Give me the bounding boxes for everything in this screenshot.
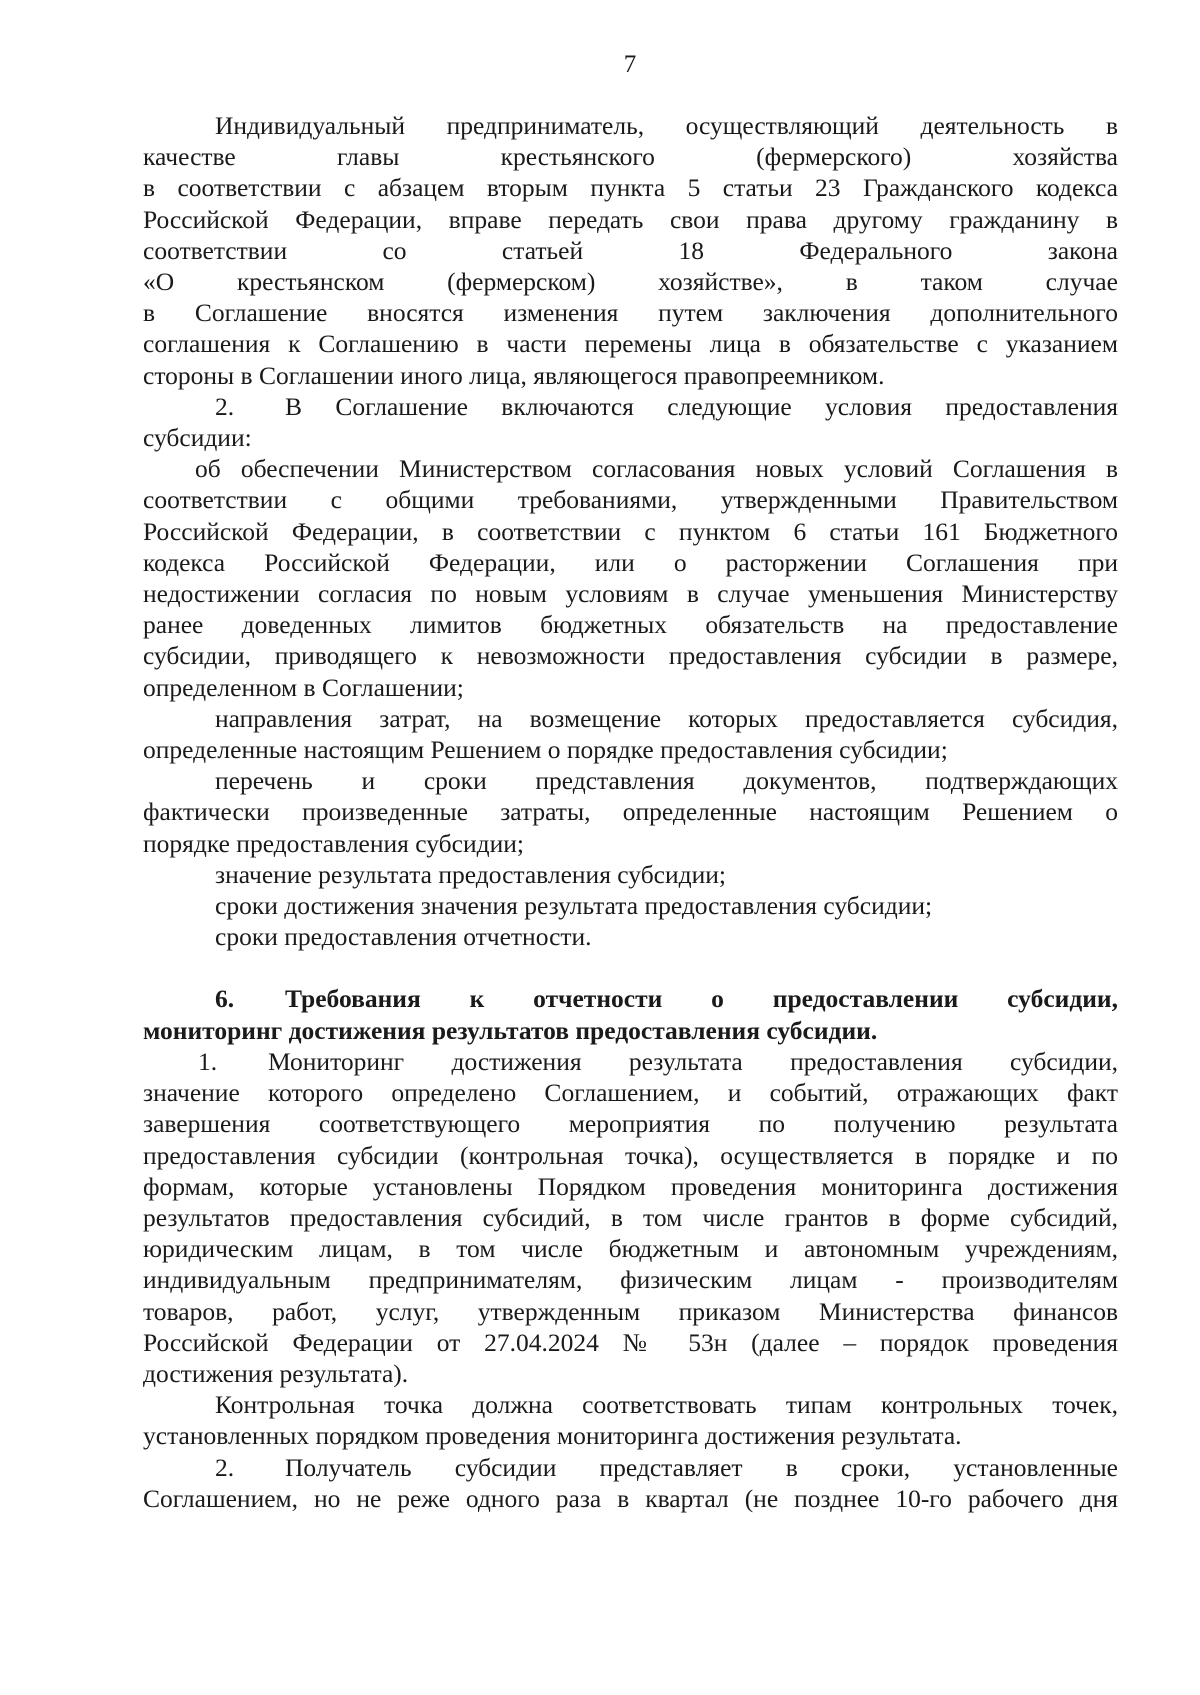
text-line: сроки достижения значения результата предоставления субсидии; (215, 891, 933, 921)
word: (фермерского) (756, 142, 912, 172)
text-line: в соответствии с абзацем вторым пункта 5 статьи 23 Гражданского кодекса (143, 173, 1118, 203)
text-line: фактически произведенные затраты, определенные настоящим Решением о (143, 797, 1118, 827)
item-text: В Соглашение включаются следующие условия предоставления (285, 391, 1118, 421)
text-line: субсидии: (143, 423, 252, 453)
item-number: 2. (215, 391, 235, 421)
text-line: сроки предоставления отчетности. (215, 922, 592, 952)
text-line: товаров, работ, услуг, утвержденным приказом Министерства финансов (143, 1296, 1118, 1326)
text-line: об обеспечении Министерством согласования новых условий Соглашения в (195, 454, 1118, 484)
text-line: Индивидуальный предприниматель, осуществляющий деятельность в (215, 111, 1118, 140)
page-number: 7 (623, 51, 637, 78)
section-title-line: Требования к отчетности о предоставлении субсидии, (285, 984, 1118, 1014)
text-line: определенные настоящим Решением о порядке предоставления субсидии; (143, 735, 948, 765)
text-line: субсидии, приводящего к невозможности предоставления субсидии в размере, (143, 641, 1118, 671)
text-line: в Соглашение вносятся изменения путем заключения дополнительного (143, 298, 1118, 328)
text-line: предоставления субсидии (контрольная точка), осуществляется в порядке и по (143, 1140, 1118, 1170)
text-line: определенном в Соглашении; (143, 672, 464, 702)
word: случае (1045, 267, 1118, 297)
text-line: Соглашением, но не реже одного раза в квартал (не позднее 10-го рабочего дня (143, 1483, 1118, 1513)
text-line: юридическим лицам, в том числе бюджетным и автономным учреждениям, (143, 1234, 1118, 1264)
text-line: значение которого определено Соглашением, и событий, отражающих факт (143, 1078, 1118, 1108)
word: статьей (501, 235, 584, 265)
word: крестьянского (500, 142, 655, 172)
text-line: значение результата предоставления субсидии; (215, 859, 726, 889)
text-line: соответствии с общими требованиями, утвержденными Правительством (143, 485, 1118, 515)
word: закона (1047, 235, 1118, 265)
text-line: результатов предоставления субсидий, в том числе грантов в форме субсидий, (143, 1202, 1118, 1232)
section-gap (143, 952, 1118, 983)
item-number: 1. (198, 1046, 218, 1076)
text-line: Российской Федерации, вправе передать свои права другому гражданину в (143, 204, 1118, 234)
text-line: Российской Федерации, в соответствии с пунктом 6 статьи 161 Бюджетного (143, 516, 1118, 546)
word: 18 (678, 235, 704, 265)
text-line: перечень и сроки представления документов, подтверждающих (215, 766, 1118, 796)
text-line: стороны в Соглашении иного лица, являющегося правопреемником. (143, 360, 885, 390)
word: (фермерском) (447, 267, 596, 297)
text-line: ранее доведенных лимитов бюджетных обязательств на предоставление (143, 610, 1118, 640)
item-text: Получатель субсидии представляет в сроки, установленные (285, 1452, 1118, 1482)
word: Федерального (799, 235, 953, 265)
item-text: Мониторинг достижения результата предоставления субсидии, (268, 1046, 1118, 1076)
text-line: недостижении согласия по новым условиям в случае уменьшения Министерству (143, 579, 1118, 609)
text-line: Контрольная точка должна соответствовать типам контрольных точек, (215, 1390, 1118, 1420)
section-heading-line: мониторинг достижения результатов предоставления субсидии. (143, 1015, 878, 1045)
text-line (143, 266, 1118, 297)
word: со (382, 235, 407, 265)
text-line: формам, которые установлены Порядком проведения мониторинга достижения (143, 1171, 1118, 1201)
word: качестве (143, 142, 236, 172)
word: соответствии (143, 235, 288, 265)
text-line: Российской Федерации от 27.04.2024 № 53н (далее – порядок проведения (143, 1327, 1118, 1357)
section-number: 6. (215, 984, 235, 1014)
text-line (143, 141, 1118, 172)
word: главы (336, 142, 400, 172)
text-line: порядке предоставления субсидии; (143, 828, 524, 858)
text-line: завершения соответствующего мероприятия по получению результата (143, 1109, 1118, 1139)
item-number: 2. (215, 1452, 235, 1482)
text-line (143, 1452, 1118, 1483)
text-line (143, 235, 1118, 266)
text-line: достижения результата). (143, 1358, 409, 1388)
word: хозяйства (1012, 142, 1118, 172)
word: «О (143, 267, 175, 297)
text-line (143, 391, 1118, 422)
word: таком (920, 267, 983, 297)
document-body (143, 110, 1118, 1514)
word: крестьянском (236, 267, 385, 297)
word: хозяйстве», (658, 267, 783, 297)
text-line: направления затрат, на возмещение которых предоставляется субсидия, (215, 703, 1118, 733)
word: в (845, 267, 858, 297)
text-line: установленных порядком проведения мониторинга достижения результата. (143, 1421, 962, 1451)
text-line (143, 1046, 1118, 1077)
text-line: соглашения к Соглашению в части перемены лица в обязательстве с указанием (143, 329, 1118, 359)
section-heading (143, 983, 1118, 1014)
text-line: кодекса Российской Федерации, или о расторжении Соглашения при (143, 547, 1118, 577)
text-line: индивидуальным предпринимателям, физическим лицам - производителям (143, 1265, 1118, 1295)
